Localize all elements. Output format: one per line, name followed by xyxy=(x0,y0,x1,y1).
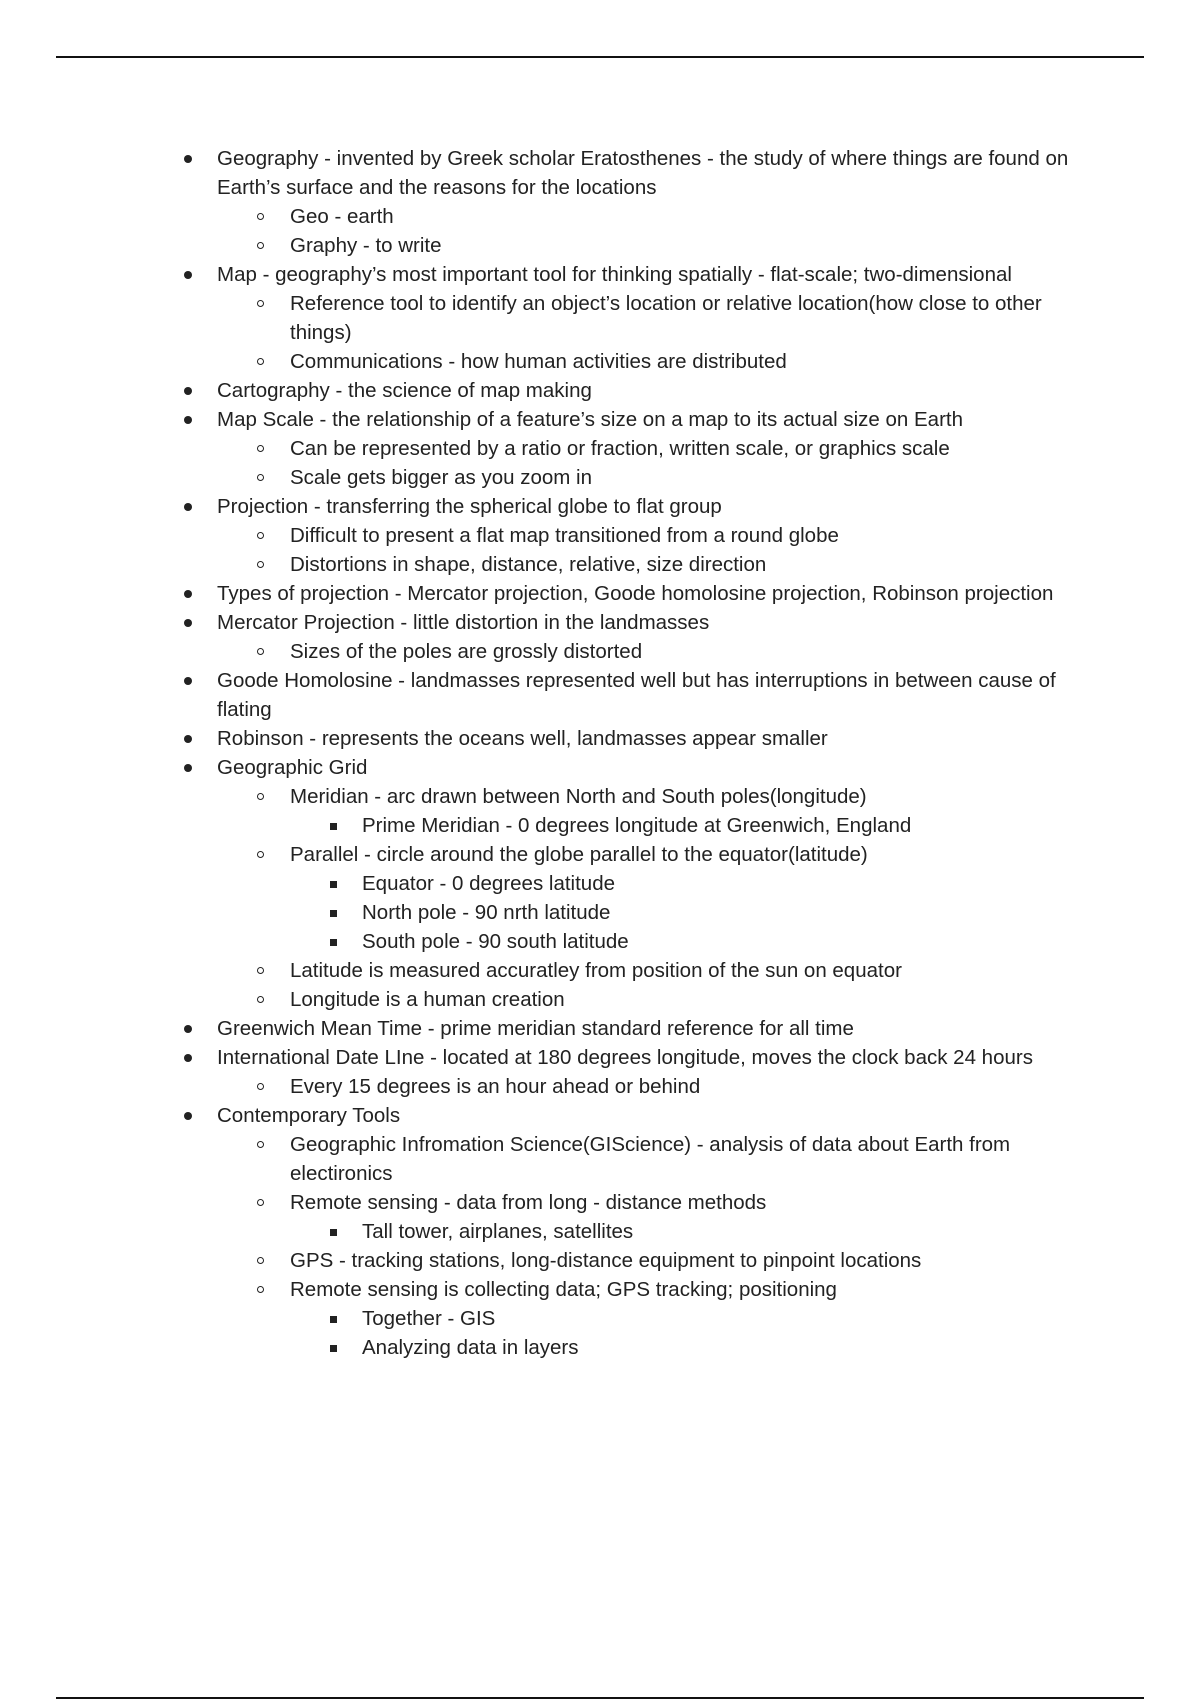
list-item-level-1 xyxy=(0,492,1077,521)
list-item-level-3 xyxy=(0,811,1077,840)
disc-bullet-icon xyxy=(184,1025,192,1033)
list-item-text: Every 15 degrees is an hour ahead or behind xyxy=(290,1075,701,1098)
list-item-level-2 xyxy=(0,840,1077,869)
list-item-text: Remote sensing is collecting data; GPS tracking; positioning xyxy=(290,1278,837,1301)
disc-bullet-icon xyxy=(184,1054,192,1062)
list-item-level-2 xyxy=(0,550,1077,579)
list-item-level-2 xyxy=(0,1188,1077,1217)
list-item-level-2 xyxy=(0,782,1077,811)
list-item-text: Meridian - arc drawn between North and South poles(longitude) xyxy=(290,785,867,808)
list-item-text: Geography - invented by Greek scholar Eratosthenes - the study of where things are found on Earth’s surface and the reasons for the locations xyxy=(217,147,1069,199)
list-item-level-2 xyxy=(0,1275,1077,1304)
circle-bullet-icon xyxy=(257,1257,264,1264)
list-item-text: Mercator Projection - little distortion in the landmasses xyxy=(217,611,710,634)
list-item-level-2 xyxy=(0,956,1077,985)
list-item-text: GPS - tracking stations, long-distance equipment to pinpoint locations xyxy=(290,1249,922,1272)
list-item-level-1 xyxy=(0,753,1077,782)
list-item-text: Contemporary Tools xyxy=(217,1104,401,1127)
circle-bullet-icon xyxy=(257,213,264,220)
list-item-text: Greenwich Mean Time - prime meridian standard reference for all time xyxy=(217,1017,854,1040)
list-item-level-3 xyxy=(0,1333,1077,1362)
disc-bullet-icon xyxy=(184,619,192,627)
list-item-text: North pole - 90 nrth latitude xyxy=(362,901,611,924)
list-item-text: Geographic Grid xyxy=(217,756,368,779)
list-item-text: Scale gets bigger as you zoom in xyxy=(290,466,592,489)
list-item-text: Together - GIS xyxy=(362,1307,496,1330)
list-item-text: Communications - how human activities are distributed xyxy=(290,350,787,373)
disc-bullet-icon xyxy=(184,387,192,395)
list-item-text: Cartography - the science of map making xyxy=(217,379,592,402)
notes-list xyxy=(0,144,1200,1362)
disc-bullet-icon xyxy=(184,677,192,685)
circle-bullet-icon xyxy=(257,474,264,481)
list-item-level-2 xyxy=(0,985,1077,1014)
list-item-text: Sizes of the poles are grossly distorted xyxy=(290,640,643,663)
top-rule xyxy=(56,56,1144,58)
disc-bullet-icon xyxy=(184,416,192,424)
circle-bullet-icon xyxy=(257,532,264,539)
disc-bullet-icon xyxy=(184,503,192,511)
circle-bullet-icon xyxy=(257,996,264,1003)
list-item-level-3 xyxy=(0,927,1077,956)
list-item-text: Analyzing data in layers xyxy=(362,1336,579,1359)
disc-bullet-icon xyxy=(184,590,192,598)
list-item-text: Distortions in shape, distance, relative, size direction xyxy=(290,553,767,576)
list-item-level-2 xyxy=(0,1246,1077,1275)
list-item-text: International Date LIne - located at 180 degrees longitude, moves the clock back 24 hours xyxy=(217,1046,1033,1069)
list-item-level-1 xyxy=(0,1014,1077,1043)
list-item-text: Goode Homolosine - landmasses represented well but has interruptions in between cause of flating xyxy=(217,669,1056,721)
circle-bullet-icon xyxy=(257,1199,264,1206)
list-item-text: Robinson - represents the oceans well, landmasses appear smaller xyxy=(217,727,828,750)
circle-bullet-icon xyxy=(257,851,264,858)
list-item-text: Types of projection - Mercator projection, Goode homolosine projection, Robinson projection xyxy=(217,582,1054,605)
list-item-level-2 xyxy=(0,347,1077,376)
list-item-level-1 xyxy=(0,608,1077,637)
list-item-level-1 xyxy=(0,1101,1077,1130)
square-bullet-icon xyxy=(330,910,337,917)
list-item-level-2 xyxy=(0,1072,1077,1101)
square-bullet-icon xyxy=(330,1229,337,1236)
list-item-text: South pole - 90 south latitude xyxy=(362,930,629,953)
list-item-level-2 xyxy=(0,463,1077,492)
list-item-text: Tall tower, airplanes, satellites xyxy=(362,1220,634,1243)
list-item-level-1 xyxy=(0,1043,1077,1072)
list-item-text: Geographic Infromation Science(GIScience) - analysis of data about Earth from electironics xyxy=(290,1133,1011,1185)
circle-bullet-icon xyxy=(257,648,264,655)
list-item-text: Projection - transferring the spherical globe to flat group xyxy=(217,495,722,518)
list-item-text: Difficult to present a flat map transitioned from a round globe xyxy=(290,524,839,547)
circle-bullet-icon xyxy=(257,793,264,800)
list-item-text: Parallel - circle around the globe parallel to the equator(latitude) xyxy=(290,843,868,866)
list-item-text: Graphy - to write xyxy=(290,234,442,257)
list-item-text: Longitude is a human creation xyxy=(290,988,565,1011)
list-item-level-1 xyxy=(0,144,1077,202)
list-item-text: Can be represented by a ratio or fraction, written scale, or graphics scale xyxy=(290,437,950,460)
list-item-level-2 xyxy=(0,637,1077,666)
square-bullet-icon xyxy=(330,823,337,830)
list-item-level-1 xyxy=(0,260,1077,289)
list-item-level-3 xyxy=(0,898,1077,927)
square-bullet-icon xyxy=(330,881,337,888)
circle-bullet-icon xyxy=(257,358,264,365)
list-item-text: Map - geography’s most important tool for thinking spatially - flat-scale; two-dimensional xyxy=(217,263,1012,286)
list-item-level-3 xyxy=(0,869,1077,898)
circle-bullet-icon xyxy=(257,300,264,307)
notes-content xyxy=(0,144,1200,1362)
disc-bullet-icon xyxy=(184,1112,192,1120)
disc-bullet-icon xyxy=(184,764,192,772)
list-item-level-1 xyxy=(0,579,1077,608)
list-item-text: Prime Meridian - 0 degrees longitude at Greenwich, England xyxy=(362,814,912,837)
list-item-level-2 xyxy=(0,231,1077,260)
circle-bullet-icon xyxy=(257,1286,264,1293)
list-item-text: Equator - 0 degrees latitude xyxy=(362,872,615,895)
list-item-text: Remote sensing - data from long - distance methods xyxy=(290,1191,767,1214)
list-item-level-2 xyxy=(0,289,1077,347)
list-item-level-2 xyxy=(0,1130,1077,1188)
circle-bullet-icon xyxy=(257,445,264,452)
disc-bullet-icon xyxy=(184,155,192,163)
list-item-level-1 xyxy=(0,724,1077,753)
list-item-text: Latitude is measured accuratley from position of the sun on equator xyxy=(290,959,902,982)
circle-bullet-icon xyxy=(257,1141,264,1148)
circle-bullet-icon xyxy=(257,967,264,974)
disc-bullet-icon xyxy=(184,735,192,743)
circle-bullet-icon xyxy=(257,242,264,249)
circle-bullet-icon xyxy=(257,1083,264,1090)
list-item-text: Geo - earth xyxy=(290,205,394,228)
list-item-level-1 xyxy=(0,376,1077,405)
list-item-level-3 xyxy=(0,1304,1077,1333)
square-bullet-icon xyxy=(330,1345,337,1352)
list-item-level-1 xyxy=(0,405,1077,434)
list-item-level-3 xyxy=(0,1217,1077,1246)
list-item-text: Map Scale - the relationship of a feature’s size on a map to its actual size on Earth xyxy=(217,408,963,431)
list-item-text: Reference tool to identify an object’s location or relative location(how close to other things) xyxy=(290,292,1042,344)
list-item-level-2 xyxy=(0,202,1077,231)
list-item-level-2 xyxy=(0,521,1077,550)
circle-bullet-icon xyxy=(257,561,264,568)
list-item-level-1 xyxy=(0,666,1077,724)
disc-bullet-icon xyxy=(184,271,192,279)
square-bullet-icon xyxy=(330,1316,337,1323)
bottom-rule xyxy=(56,1697,1144,1699)
list-item-level-2 xyxy=(0,434,1077,463)
square-bullet-icon xyxy=(330,939,337,946)
